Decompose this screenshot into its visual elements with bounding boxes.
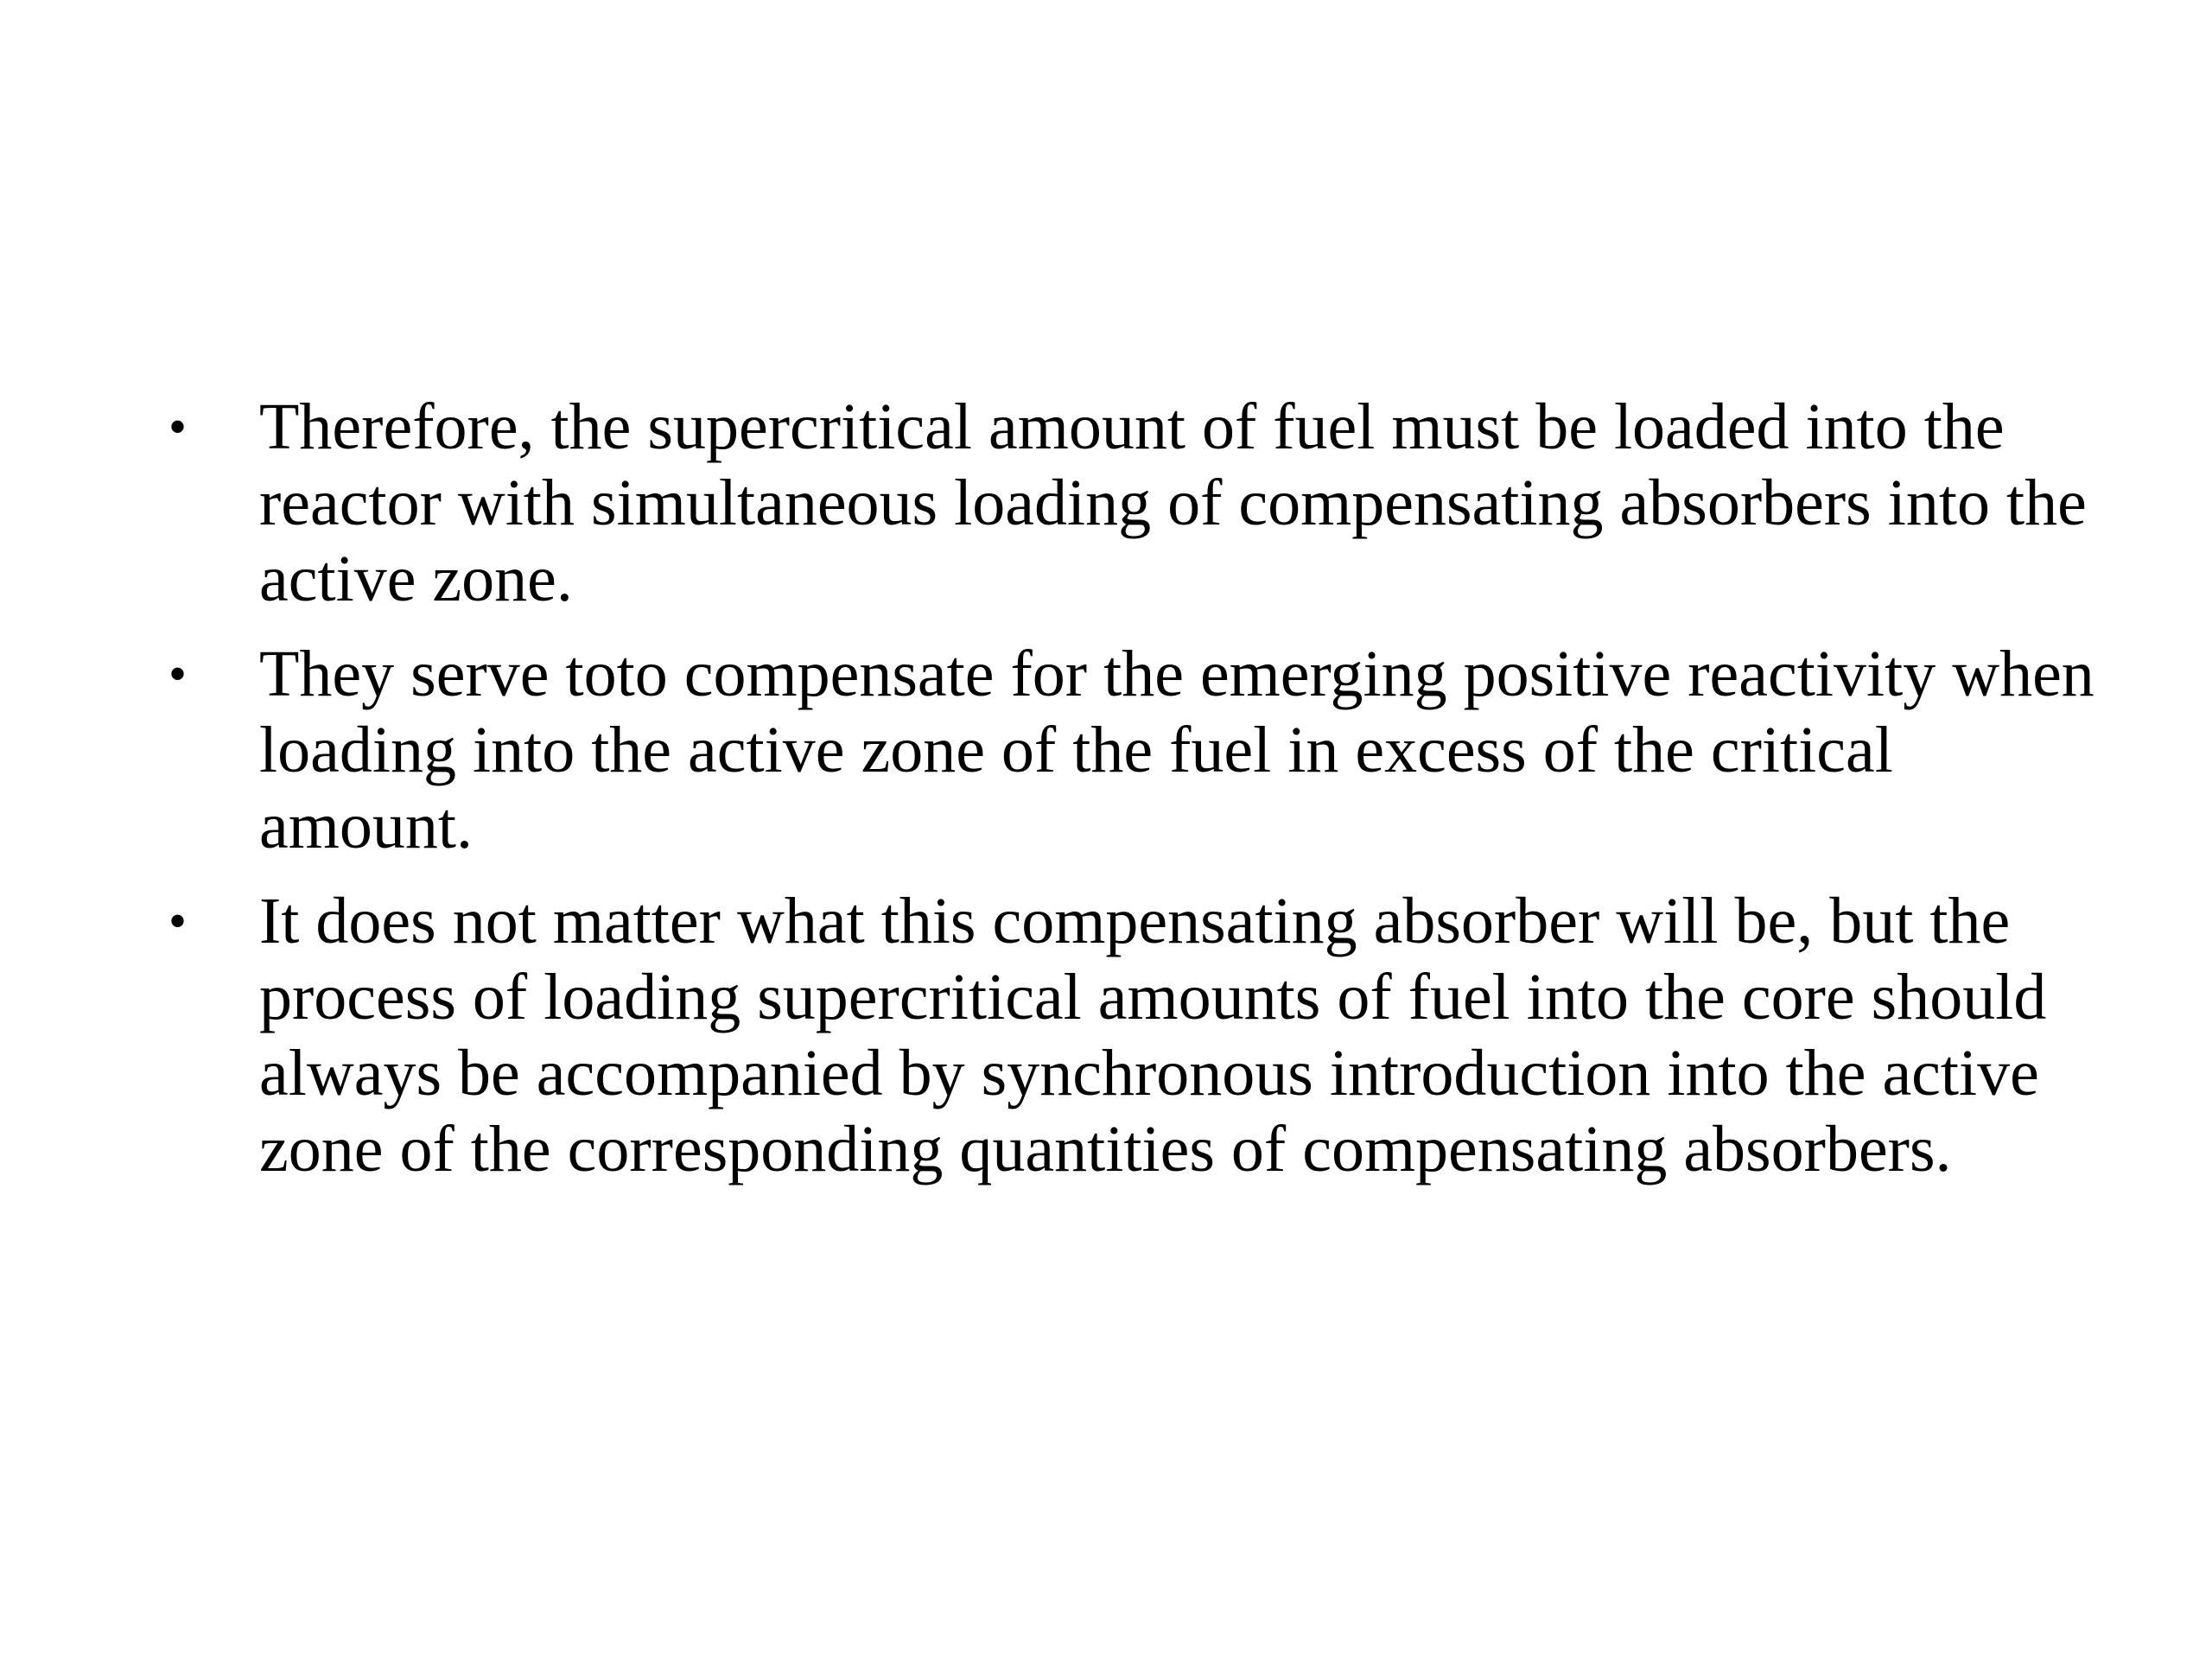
bullet-icon: •	[168, 398, 188, 455]
bullet-item-2	[168, 636, 2095, 864]
bullet-text: They serve toto compensate for the emerging positive reactivity when loading into the active zone of the fuel in excess of the critical amount.	[259, 638, 2094, 862]
bullet-text: It does not matter what this compensating absorber will be, but the process of loading supercritical amounts of fuel into the core should always be accompanied by synchronous introduction into the active zone of the corresponding quantities of compensating absorbers.	[259, 885, 2047, 1185]
bullet-item-3	[168, 883, 2095, 1187]
bullet-icon: •	[168, 893, 188, 950]
bullet-item-1	[168, 389, 2095, 617]
bullet-list	[168, 389, 2095, 1206]
bullet-icon: •	[168, 645, 188, 702]
bullet-text: Therefore, the supercritical amount of fuel must be loaded into the reactor with simultaneous loading of compensating absorbers into the active zone.	[259, 391, 2087, 615]
